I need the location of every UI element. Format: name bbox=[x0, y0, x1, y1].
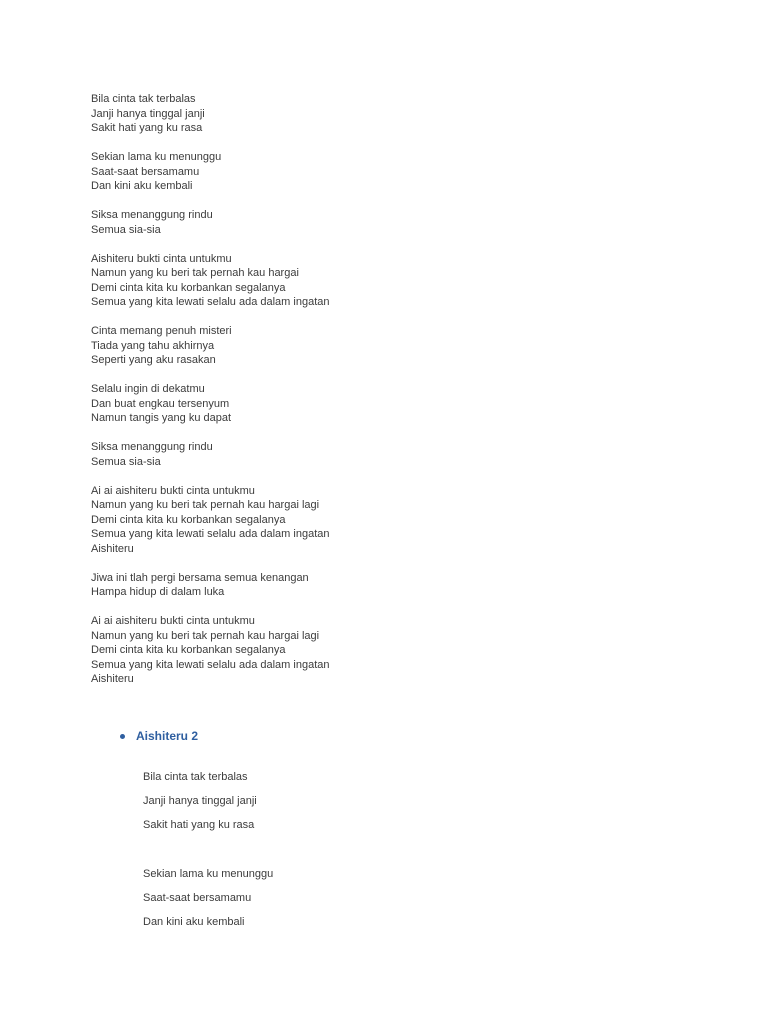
lyric-line: Tiada yang tahu akhirnya bbox=[91, 339, 215, 352]
stanza bbox=[91, 382, 691, 426]
lyric-line: Dan kini aku kembali bbox=[143, 915, 245, 928]
lyric-line: Siksa menanggung rindu bbox=[91, 441, 213, 453]
lyric-line: Namun tangis yang ku dapat bbox=[91, 412, 232, 424]
lyric-line: Aishiteru bbox=[91, 542, 134, 555]
lyric-line: Namun yang ku beri tak pernah kau hargai bbox=[91, 267, 299, 279]
lyric-line: Cinta memang penuh misteri bbox=[91, 325, 232, 337]
lyric-line: Aishiteru bbox=[91, 673, 134, 685]
lyric-line: Sekian lama ku menunggu bbox=[143, 867, 274, 880]
stanza bbox=[91, 440, 691, 469]
lyric-line: Dan kini aku kembali bbox=[91, 180, 193, 192]
lyric-line: Selalu ingin di dekatmu bbox=[91, 383, 205, 395]
stanza-gap bbox=[143, 842, 703, 867]
lyric-line: Namun yang ku beri tak pernah kau hargai lagi bbox=[91, 629, 320, 642]
lyric-line: Semua yang kita lewati selalu ada dalam ingatan bbox=[91, 296, 330, 308]
stanza bbox=[91, 92, 691, 136]
lyric-line: Semua sia-sia bbox=[91, 455, 161, 468]
stanza bbox=[91, 252, 691, 310]
lyric-line: Ai ai aishiteru bukti cinta untukmu bbox=[91, 615, 255, 627]
lyric-line: Sakit hati yang ku rasa bbox=[143, 819, 255, 831]
lyrics-body-2 bbox=[143, 770, 703, 939]
lyric-line: Ai ai aishiteru bukti cinta untukmu bbox=[91, 484, 255, 497]
lyric-line: Sakit hati yang ku rasa bbox=[91, 122, 203, 134]
stanza bbox=[91, 208, 691, 237]
lyric-line: Bila cinta tak terbalas bbox=[143, 771, 248, 783]
lyric-line: Semua sia-sia bbox=[91, 223, 161, 236]
bullet-icon bbox=[120, 734, 125, 739]
lyric-line: Semua yang kita lewati selalu ada dalam ingatan bbox=[91, 658, 330, 671]
lyric-line: Demi cinta kita ku korbankan segalanya bbox=[91, 513, 286, 526]
lyric-line: Sekian lama ku menunggu bbox=[91, 151, 222, 163]
lyric-line: Demi cinta kita ku korbankan segalanya bbox=[91, 644, 286, 656]
lyrics-body bbox=[91, 92, 691, 701]
stanza bbox=[91, 324, 691, 368]
lyric-line: Jiwa ini tlah pergi bersama semua kenangan bbox=[91, 571, 309, 584]
stanza bbox=[91, 571, 691, 600]
lyric-line: Namun yang ku beri tak pernah kau hargai lagi bbox=[91, 499, 320, 511]
lyric-line: Seperti yang aku rasakan bbox=[91, 354, 216, 366]
lyric-line: Hampa hidup di dalam luka bbox=[91, 586, 225, 598]
lyric-line: Dan buat engkau tersenyum bbox=[91, 397, 230, 410]
stanza bbox=[91, 614, 691, 687]
lyric-line: Bila cinta tak terbalas bbox=[91, 93, 196, 105]
lyric-line: Saat-saat bersamamu bbox=[91, 165, 200, 178]
lyric-line: Demi cinta kita ku korbankan segalanya bbox=[91, 281, 286, 294]
lyric-line: Semua yang kita lewati selalu ada dalam ingatan bbox=[91, 528, 330, 540]
section-heading[interactable] bbox=[120, 728, 198, 744]
lyric-line: Saat-saat bersamamu bbox=[143, 891, 252, 904]
section-heading-link[interactable]: Aishiteru 2 bbox=[136, 729, 199, 743]
lyric-line: Siksa menanggung rindu bbox=[91, 209, 213, 221]
stanza bbox=[91, 150, 691, 194]
lyric-line: Janji hanya tinggal janji bbox=[143, 795, 257, 807]
lyric-line: Aishiteru bukti cinta untukmu bbox=[91, 252, 232, 265]
stanza bbox=[91, 484, 691, 557]
lyric-line: Janji hanya tinggal janji bbox=[91, 107, 205, 120]
